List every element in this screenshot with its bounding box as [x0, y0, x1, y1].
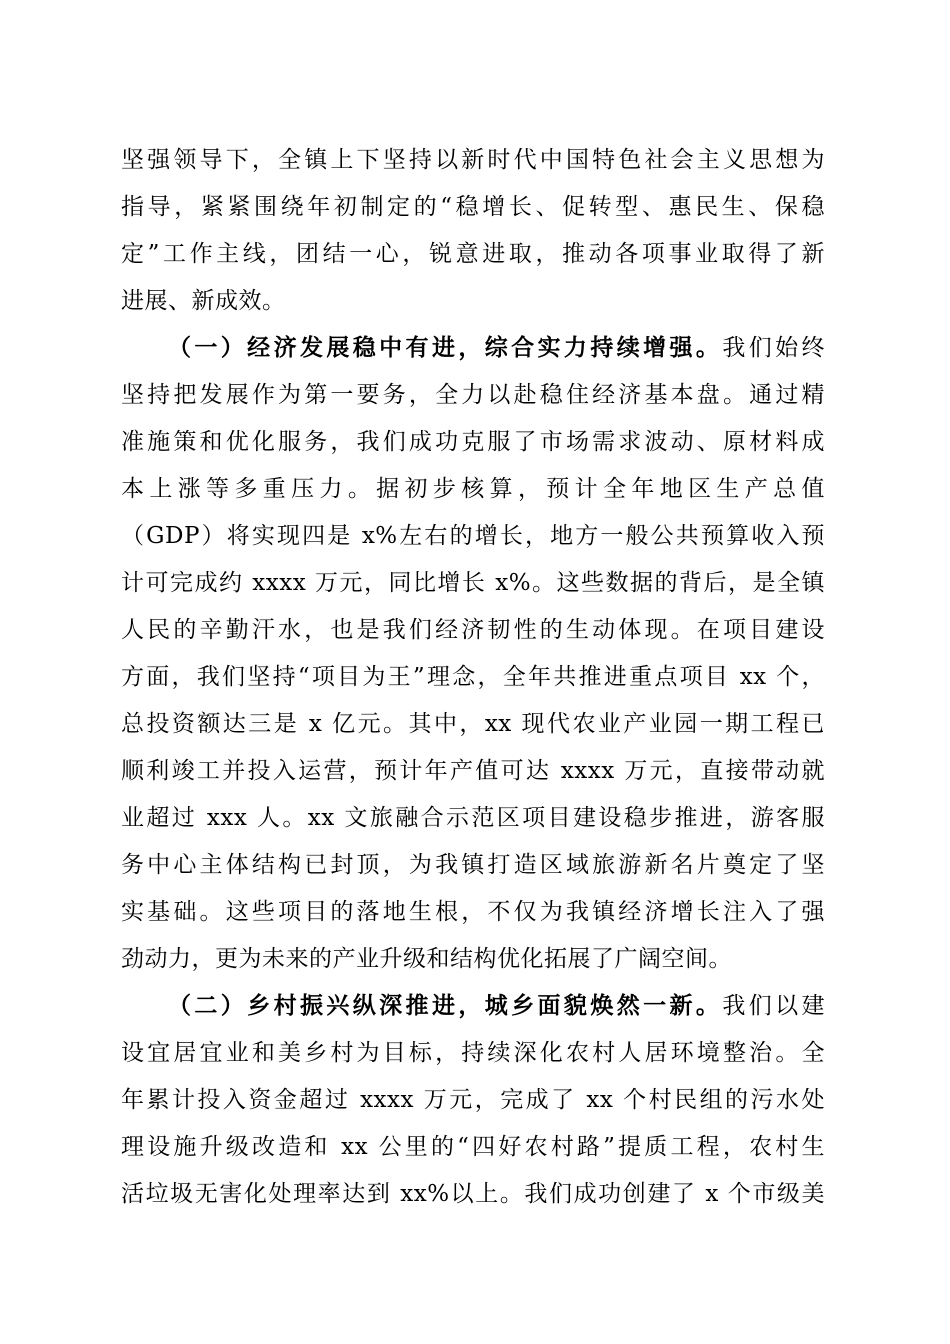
section-1-first-line: [168, 328, 825, 368]
section-1-line: 方面，我们坚持“项目为王”理念，全年共推进重点项目 xx 个，: [121, 664, 825, 690]
section-1-line: 劲动力，更为未来的产业升级和结构优化拓展了广阔空间。: [121, 946, 732, 972]
intro-line-4: 进展、新成效。: [121, 288, 286, 314]
section-1-line: 实基础。这些项目的落地生根，不仅为我镇经济增长注入了强: [121, 899, 825, 925]
section-1-line: 总投资额达三是 x 亿元。其中，xx 现代农业产业园一期工程已: [121, 711, 825, 737]
intro-line-2: 指导，紧紧围绕年初制定的“稳增长、促转型、惠民生、保稳: [121, 194, 825, 220]
section-1-first-line-rest: 我们始终: [722, 335, 826, 361]
section-2-line: 设宜居宜业和美乡村为目标，持续深化农村人居环境整治。全: [121, 1040, 825, 1066]
section-1-heading: （一）经济发展稳中有进，综合实力持续增强。: [168, 334, 723, 361]
section-1-line: 计可完成约 xxxx 万元，同比增长 x%。这些数据的背后，是全镇: [121, 570, 825, 596]
section-2-first-line: [168, 986, 825, 1026]
section-2-heading: （二）乡村振兴纵深推进，城乡面貌焕然一新。: [168, 992, 723, 1019]
section-1-line: （GDP）将实现四是 x%左右的增长，地方一般公共预算收入预: [121, 523, 825, 549]
section-2-line: 理设施升级改造和 xx 公里的“四好农村路”提质工程，农村生: [121, 1134, 825, 1160]
section-1-line: 本上涨等多重压力。据初步核算，预计全年地区生产总值: [121, 476, 825, 502]
section-2-line: 年累计投入资金超过 xxxx 万元，完成了 xx 个村民组的污水处: [121, 1087, 825, 1113]
section-1-line: 业超过 xxx 人。xx 文旅融合示范区项目建设稳步推进，游客服: [121, 805, 825, 831]
section-1-line: 顺利竣工并投入运营，预计年产值可达 xxxx 万元，直接带动就: [121, 758, 825, 784]
section-1-line: 人民的辛勤汗水，也是我们经济韧性的生动体现。在项目建设: [121, 617, 825, 643]
section-1-line: 准施策和优化服务，我们成功克服了市场需求波动、原材料成: [121, 429, 825, 455]
section-2-line: 活垃圾无害化处理率达到 xx%以上。我们成功创建了 x 个市级美: [121, 1181, 825, 1207]
section-2-first-line-rest: 我们以建: [722, 993, 826, 1019]
section-1-line: 务中心主体结构已封顶，为我镇打造区域旅游新名片奠定了坚: [121, 852, 825, 878]
intro-line-3: 定”工作主线，团结一心，锐意进取，推动各项事业取得了新: [121, 241, 825, 267]
intro-line-1: 坚强领导下，全镇上下坚持以新时代中国特色社会主义思想为: [121, 147, 825, 173]
section-1-line: 坚持把发展作为第一要务，全力以赴稳住经济基本盘。通过精: [121, 382, 825, 408]
